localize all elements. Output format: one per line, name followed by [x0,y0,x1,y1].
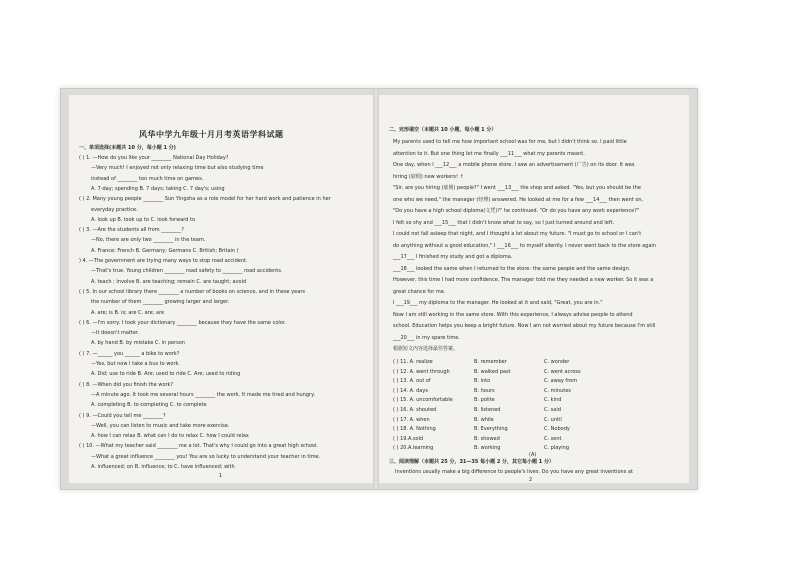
reading-line: Inventions usually make a big difference to people's lives. Do you have any great inventions at [395,469,633,475]
option-cell: ( ) 13. A. out of [393,378,431,385]
passage-line: one who we need," the manager (经理) answered. He looked at me for a few ___14___ then went on, [393,196,644,203]
section-heading: 一、单项选择(本题共 10 分，每小题 1 分) [79,145,176,151]
passage-line: I ___19___ my diploma to the manager. He looked at it and said, "Great, you are in." [393,300,603,306]
question-line: —Well, you can listen to music and take more exercise. [91,422,230,429]
option-cell: ( ) 18. A. Nothing [393,426,436,433]
option-cell: ( ) 12. A. went through [393,368,450,375]
question-line: instead of ________ too much time on games. [91,175,204,182]
question-line: A. 7-day; spending B. 7 days; taking C. 7 day's; using [91,185,225,192]
question-line: ( ) 6. —I'm sorry. I took your dictionary ________ because they have the same color. [79,319,287,326]
question-line: —What a great influence ________ you! You are so lucky to understand your teacher in time. [91,453,321,460]
scanned-photo [60,88,698,490]
exam-page-right [379,95,689,483]
option-cell: B. polite [474,397,495,404]
question-line: A. teach ; involve B. are teaching; remain C. are taught; avoid [91,278,247,285]
option-cell: C. kind [544,397,562,404]
passage-line: ___18___ looked the same when I returned to the store: the same people and the same design. [393,265,631,272]
passage-line: I felt so shy and ___15___ that I didn't know what to say, so I just turned around and left. [393,219,615,226]
option-cell: ( ) 11. A. realize [393,359,433,365]
option-cell: B. walked past [474,368,511,375]
question-line: ) 4. —The government are trying many ways to stop road accident. [79,258,248,264]
option-cell: ( ) 19.A.sold [393,435,424,442]
question-line: —Very much! I enjoyed not only relaxing time but also studying time [91,165,264,172]
option-cell: C. until [544,416,562,423]
option-cell: ( ) 14. A. days [393,387,428,394]
option-cell: B. listened [474,407,501,413]
option-cell: B. working [474,445,501,452]
passage-line: My parents used to tell me how important school was for me, but I didn't think so. I paid little [393,139,627,145]
option-cell: C. playing [544,445,569,452]
passage-line: great chance for me. [393,288,446,295]
option-cell: C. said [544,407,561,413]
option-cell: B. remember [474,359,507,365]
option-cell: C. sent [544,435,562,442]
option-cell: ( ) 17. A. when [393,416,430,423]
question-line: ( ) 2. Many young people ________ Sun Yingsha as a role model for her hard work and patience in her [79,196,331,203]
passage-line: ___20___ in my spare time. [393,334,460,341]
option-cell: ( ) 20.A.learning [393,445,434,452]
question-line: A. look up B. look up to C. look forward to [91,216,196,223]
option-cell: B. into [474,378,491,385]
page-number: 1 [219,473,223,479]
passage-line: attention to it. But one thing let me finally ___11___ what my parents meant. [393,150,585,157]
passage-line: However, this time I had more confidence. The manager told me they needed a new worker. So it was a [393,277,654,283]
passage-line: school. Education helps you keep a bright future. Now I am not worried about my future because I'm still [393,323,656,329]
option-cell: C. minutes [544,387,571,394]
passage-line: hiring (雇佣) new workers! ↑ [393,173,464,180]
option-cell: C. wonder [544,359,570,365]
question-line: ( ) 8. —When did you finish the work? [79,381,174,388]
question-line: ( ) 7. —______ you ______ a bike to work? [79,350,180,357]
question-line: ( ) 3. —Are the students all from ________? [79,227,184,234]
passage-line: 根据短文内容选择最佳答案。 [393,346,459,352]
question-line: A. completing B. to completing C. to complete [91,402,207,409]
option-cell: C. went across [544,368,581,375]
question-line: A. are; is B. is; are C. are; are [91,309,165,316]
option-cell: B. Everything [474,426,508,433]
question-line: everyday practice. [91,206,138,213]
subheading: (A) [529,452,537,458]
option-cell: ( ) 15. A. uncomfortable [393,397,453,404]
question-line: A. influenced; on B. influence; to C. have influenced; with [91,464,235,470]
question-line: A. by hand B. by mistake C. in person [91,340,185,347]
question-line: A. Did; use to ride B. Are; used to ride C. Are; used to riding [91,371,241,378]
question-line: ( ) 1. —How do you like your ________ National Day Holiday? [79,155,229,161]
section-heading: 三、阅读理解（本题共 25 分，31—35 每小题 2 分，其它每小题 1 分） [389,459,555,465]
question-line: —It doesn't matter. [91,330,140,337]
option-cell: ( ) 16. A. shouted [393,407,437,413]
passage-line: ___17___ I finished my study and got a diploma. [393,254,513,260]
question-line: —That's true. Young children ________ road safety to ________ road accidents. [91,268,283,275]
question-line: ( ) 9. —Could you tell me ________? [79,412,166,419]
passage-line: Now I am still working in the same store. With this experience, I always advise people to attend [393,311,633,318]
question-line: A. France; French B. Germany; Germans C. British; Britain ( [91,247,239,254]
question-line: the number of them ________ growing larger and larger. [91,299,230,306]
passage-line: "Do you have a high school diploma(文凭)?" he continued. "Or do you have any work experience?" [393,208,640,214]
option-cell: B. showed [474,435,500,442]
passage-line: do anything without a good education," I ___16___ to myself silently. I never went back to the store again [393,242,656,249]
page-number: 2 [529,477,533,483]
passage-line: I could not fall asleep that night, and I thought a lot about my future. "I must go to school or I can't [393,231,642,237]
option-cell: B. hours [474,387,495,394]
question-line: —A minute ago. It took me several hours ________ the work. It made me tired and hungry. [91,391,315,398]
option-cell: C. away from [544,378,578,385]
section-heading: 二、完形填空（本题共 10 小题，每小题 1 分） [389,127,497,133]
question-line: A. how I can relax B. what can I do to relax C. how I could relax [91,433,249,440]
question-line: —No, there are only two ________ in the team. [91,237,206,244]
exam-title: 风华中学九年级十月月考英语学科试题 [139,130,284,139]
option-cell: C. Nobody [544,426,570,433]
passage-line: One day, when I ___12___ a mobile phone store, I saw an advertisement (广告) on its door. It was [393,162,635,168]
passage-line: "Sir, are you hiring (雇佣) people?" I went ___13___ the shop and asked. "Yes, but you should be the [393,185,641,191]
question-line: ( ) 5. In our school library there ________ a number of books on science, and in these years [79,288,305,295]
question-line: —Yes, but now I take a bus to work. [91,361,181,367]
exam-page-left [69,95,374,483]
option-cell: B. while [474,416,494,423]
question-line: ( ) 10. —What my teacher said ________ me a lot. That's why I could go into a great high school. [79,443,319,450]
